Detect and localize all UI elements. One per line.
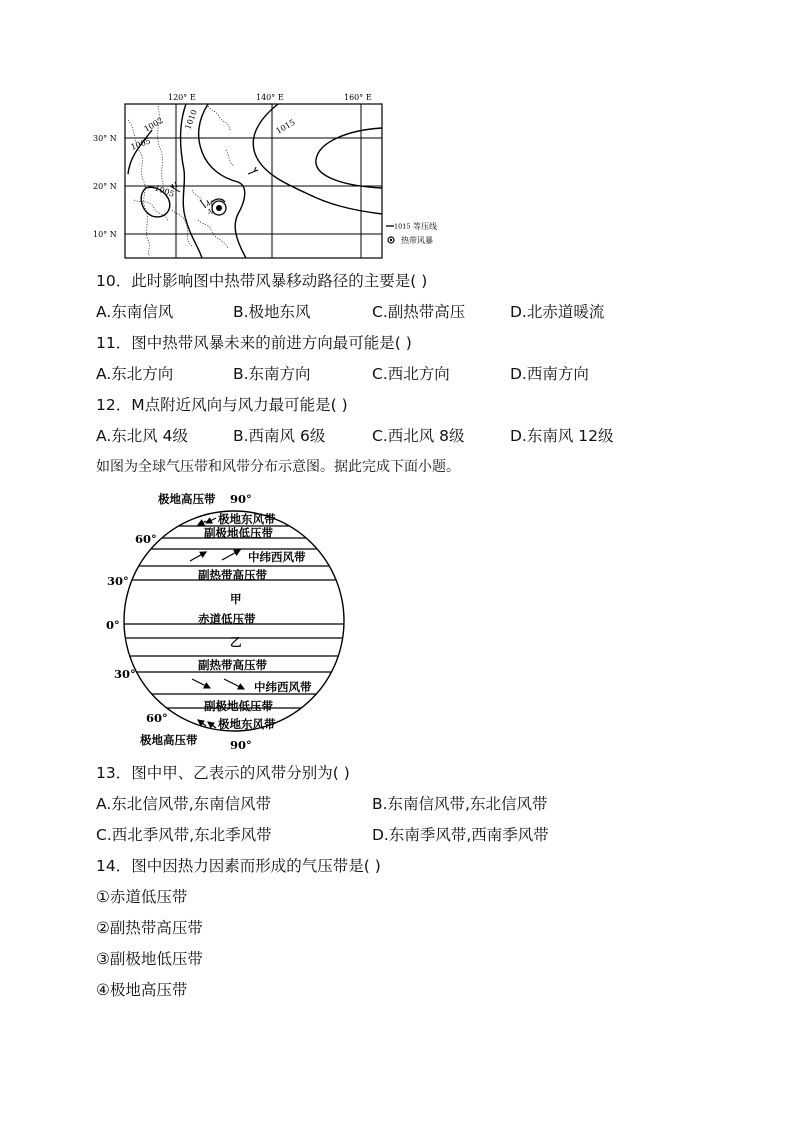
question-13-option-d[interactable]: D.东南季风带,西南季风带: [372, 826, 549, 844]
pressure-map-figure: [88, 90, 488, 260]
lat-label: 10° N: [93, 230, 117, 239]
question-10-option-d[interactable]: D.北赤道暖流: [510, 303, 605, 321]
legend-isobar-sample: 1015: [394, 222, 411, 231]
question-11-option-a[interactable]: A.东北方向: [96, 365, 174, 383]
question-11-stem: 11．图中热带风暴未来的前进方向最可能是( ): [96, 334, 412, 352]
legend-storm-icon: [388, 237, 394, 243]
legend-isobar-text: 等压线: [413, 222, 437, 231]
question-14-item-3[interactable]: ③副极地低压带: [96, 950, 203, 968]
question-13-option-a[interactable]: A.东北信风带,东南信风带: [96, 795, 272, 813]
globe-label-30s: 30°: [114, 667, 136, 681]
pressure-map: [88, 90, 488, 260]
globe-label-yi: 乙: [230, 635, 242, 649]
marker-n: N: [208, 209, 214, 216]
question-11-option-b[interactable]: B.东南方向: [233, 365, 311, 383]
globe-label-60s: 60°: [146, 711, 168, 725]
question-10-option-c[interactable]: C.副热带高压: [372, 303, 466, 321]
lat-label: 30° N: [93, 134, 117, 143]
lon-label: 140° E: [256, 93, 284, 102]
question-12-option-c[interactable]: C.西北风 8级: [372, 427, 465, 445]
globe-figure: [100, 488, 360, 752]
globe-label-south-westerlies: 中纬西风带: [254, 680, 312, 694]
question-12-stem: 12．M点附近风向与风力最可能是( ): [96, 396, 348, 414]
lon-label: 120° E: [168, 93, 196, 102]
question-12-option-a[interactable]: A.东北风 4级: [96, 427, 189, 445]
legend-storm-text: 热带风暴: [401, 236, 433, 245]
globe-label-north-subpolar-low: 副极地低压带: [204, 526, 273, 540]
globe-label-south-subtropical-high: 副热带高压带: [198, 658, 267, 672]
lat-label: 20° N: [93, 182, 117, 191]
globe-label-equatorial-low: 赤道低压带: [198, 612, 256, 626]
globe-label-south-polar-high: 极地高压带: [140, 733, 198, 747]
globe-label-north-westerlies: 中纬西风带: [248, 550, 306, 564]
isobar-label: 1015: [274, 117, 297, 136]
question-13-option-b[interactable]: B.东南信风带,东北信风带: [372, 795, 548, 813]
question-11-option-c[interactable]: C.西北方向: [372, 365, 450, 383]
question-14-item-1[interactable]: ①赤道低压带: [96, 888, 188, 906]
question-12-option-b[interactable]: B.西南风 6级: [233, 427, 326, 445]
globe-label-north-polar-easterlies: 极地东风带: [218, 512, 276, 526]
globe-label-north-subtropical-high: 副热带高压带: [198, 568, 267, 582]
globe-label-south-subpolar-low: 副极地低压带: [204, 699, 273, 713]
question-14-stem: 14．图中因热力因素而形成的气压带是( ): [96, 857, 381, 875]
question-10-option-b[interactable]: B.极地东风: [233, 303, 311, 321]
question-10-stem: 10．此时影响图中热带风暴移动路径的主要是( ): [96, 272, 428, 290]
question-13-stem: 13．图中甲、乙表示的风带分别为( ): [96, 764, 350, 782]
globe-label-30n: 30°: [107, 574, 129, 588]
isobar-label: 1002: [142, 115, 165, 134]
globe-label-north-polar-high: 极地高压带: [158, 492, 216, 506]
question-14-item-4[interactable]: ④极地高压带: [96, 981, 188, 999]
globe-label-south-polar-easterlies: 极地东风带: [218, 717, 276, 731]
section-intro: 如图为全球气压带和风带分布示意图。据此完成下面小题。: [96, 459, 460, 475]
question-10-option-a[interactable]: A.东南信风: [96, 303, 174, 321]
globe-label-jia: 甲: [230, 592, 242, 606]
globe-label-90s: 90°: [230, 738, 252, 752]
globe-label-90n: 90°: [230, 492, 252, 506]
pressure-wind-belt-diagram: [100, 488, 360, 752]
question-11-option-d[interactable]: D.西南方向: [510, 365, 589, 383]
isobar-label: 1010: [183, 108, 199, 131]
question-12-option-d[interactable]: D.东南风 12级: [510, 427, 614, 445]
question-13-option-c[interactable]: C.西北季风带,东北季风带: [96, 826, 272, 844]
question-14-item-2[interactable]: ②副热带高压带: [96, 919, 203, 937]
lon-label: 160° E: [344, 93, 372, 102]
marker-m: M: [206, 200, 214, 208]
globe-label-60n: 60°: [135, 532, 157, 546]
isobar-label: 1005: [153, 183, 176, 199]
globe-label-equator: 0°: [106, 618, 120, 632]
map-legend: [386, 221, 437, 245]
isobar-label: 1005: [129, 136, 152, 152]
